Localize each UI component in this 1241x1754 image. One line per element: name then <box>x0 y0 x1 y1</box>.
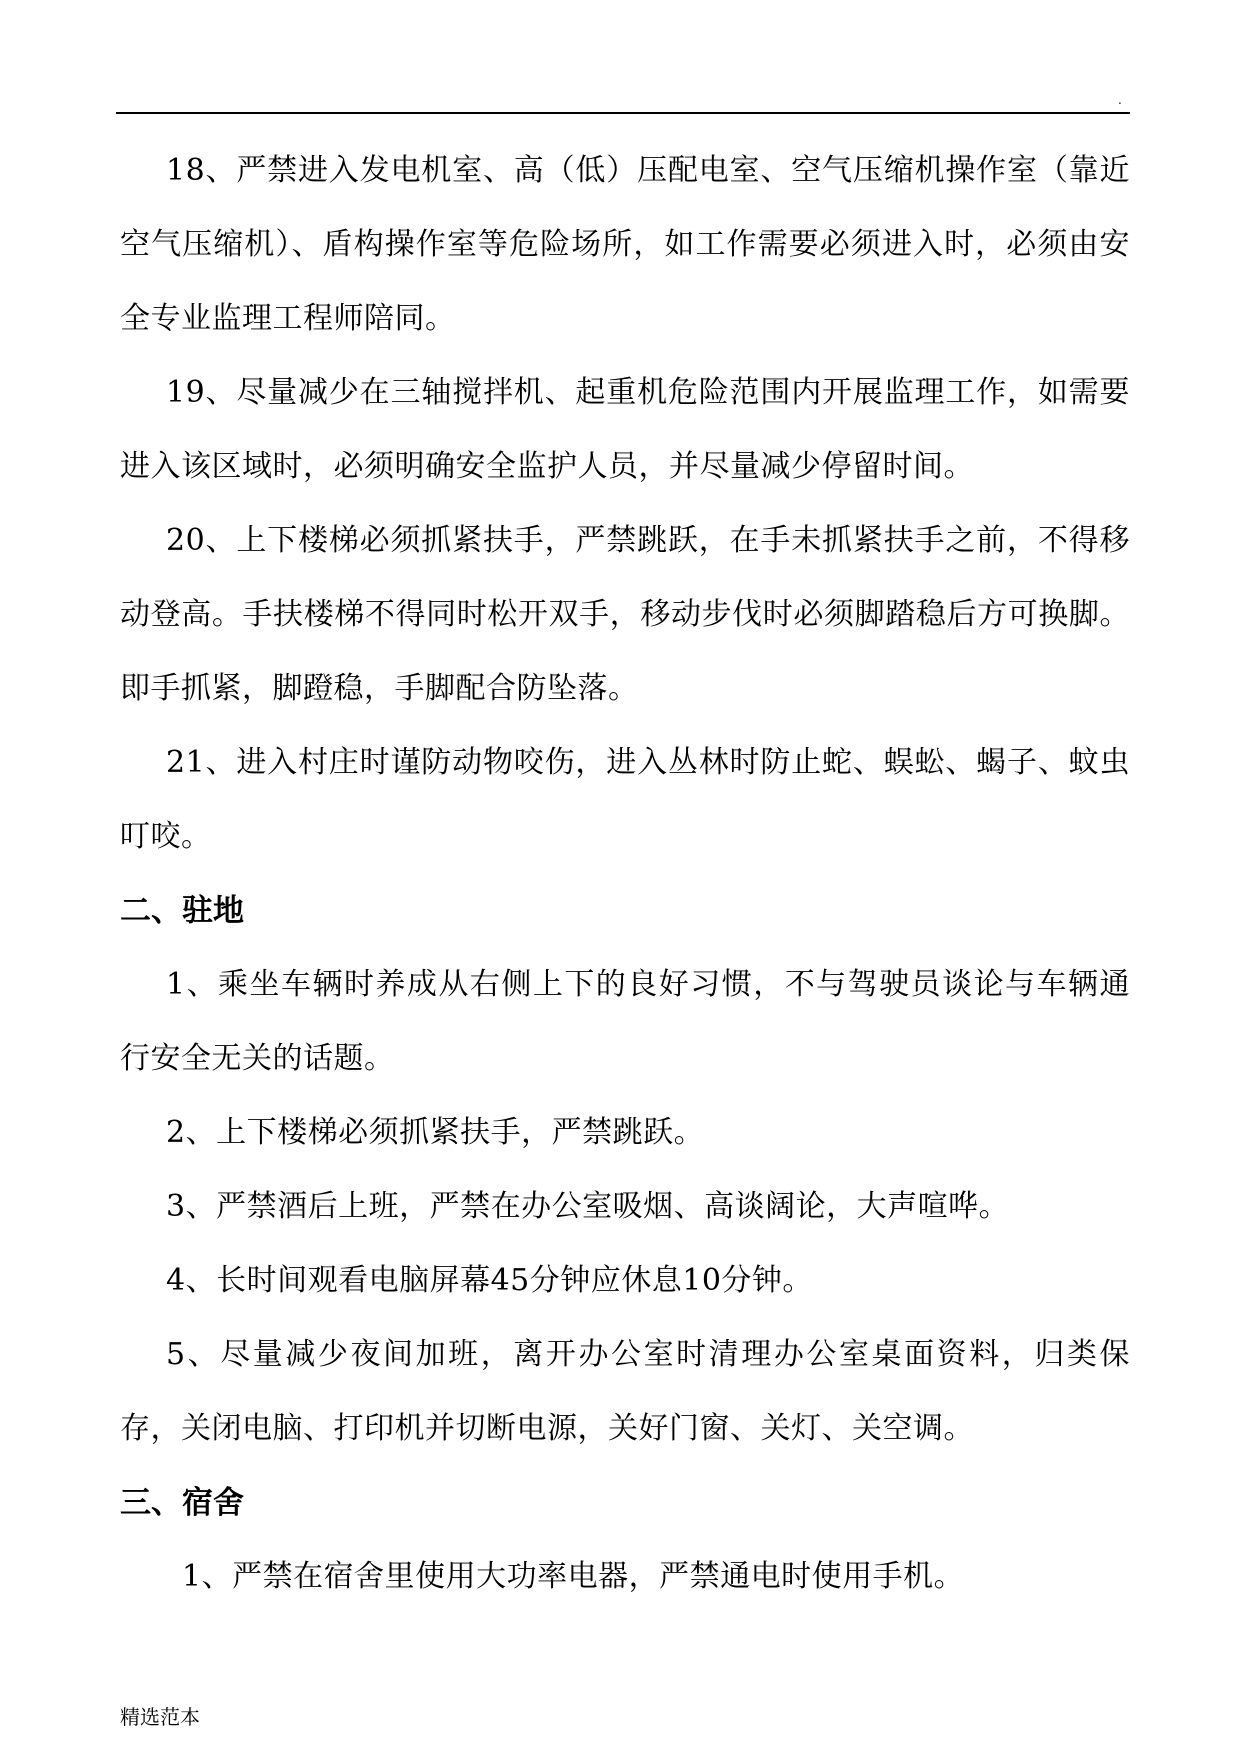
station-item-5: 5、尽量减少夜间加班，离开办公室时清理办公室桌面资料，归类保存，关闭电脑、打印机并切断电源，关好门窗、关灯、关空调。 <box>120 1337 1130 1446</box>
document-body <box>120 134 1130 1614</box>
station-item-2: 2、上下楼梯必须抓紧扶手，严禁跳跃。 <box>166 1115 705 1150</box>
station-item-4: 4、长时间观看电脑屏幕45分钟应休息10分钟。 <box>166 1263 813 1298</box>
rule-item-21: 21、进入村庄时谨防动物咬伤，进入丛林时防止蛇、蜈蚣、蝎子、蚊虫叮咬。 <box>120 745 1130 854</box>
rule-item-19: 19、尽量减少在三轴搅拌机、起重机危险范围内开展监理工作，如需要进入该区域时，必须明确安全监护人员，并尽量减少停留时间。 <box>120 375 1130 484</box>
station-item-3: 3、严禁酒后上班，严禁在办公室吸烟、高谈阔论，大声喧哗。 <box>166 1189 1010 1224</box>
rule-item-18: 18、严禁进入发电机室、高（低）压配电室、空气压缩机操作室（靠近空气压缩机）、盾构操作室等危险场所，如工作需要必须进入时，必须由安全专业监理工程师陪同。 <box>120 153 1130 336</box>
rule-item-20: 20、上下楼梯必须抓紧扶手，严禁跳跃，在手未抓紧扶手之前，不得移动登高。手扶楼梯不得同时松开双手，移动步伐时必须脚踏稳后方可换脚。即手抓紧，脚蹬稳，手脚配合防坠落。 <box>120 523 1130 706</box>
dormitory-item-1: 1、严禁在宿舍里使用大功率电器，严禁通电时使用手机。 <box>182 1559 965 1594</box>
station-item-1: 1、乘坐车辆时养成从右侧上下的良好习惯，不与驾驶员谈论与车辆通行安全无关的话题。 <box>120 967 1130 1076</box>
header-mark: . <box>1118 93 1122 107</box>
page-footer: 精选范本 <box>120 1705 200 1729</box>
header-rule <box>116 112 1130 114</box>
section-heading-station: 二、驻地 <box>120 893 244 929</box>
section-heading-dormitory: 三、宿舍 <box>120 1485 244 1521</box>
